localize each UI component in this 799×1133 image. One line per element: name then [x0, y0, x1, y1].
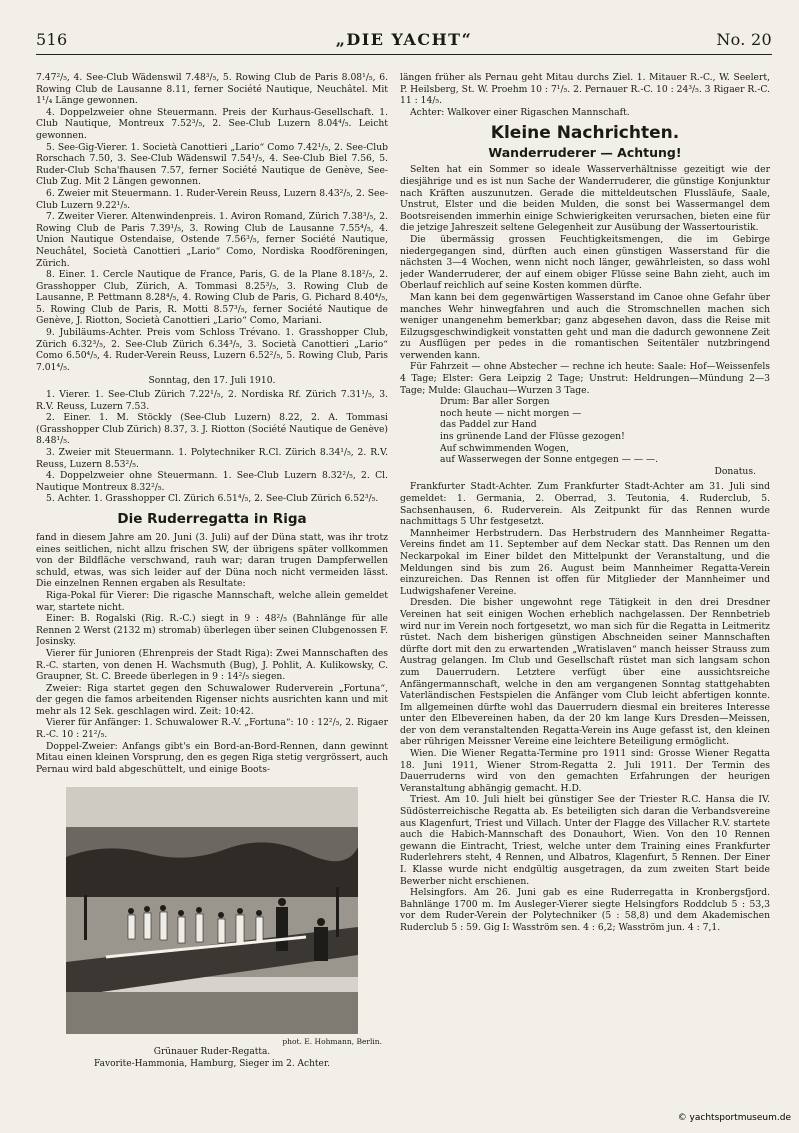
regatta-photo [66, 787, 358, 1034]
results-paragraph: 4. Doppelzweier ohne Steuermann. 1. See-Club Luzern 8.32²/₅, 2. Cl. Nautique Montreux 8.32²/₅. [36, 470, 388, 493]
riga-paragraph: Achter: Walkover einer Rigaschen Mannschaft. [410, 106, 630, 118]
results-paragraph: 1. Vierer. 1. See-Club Zürich 7.22¹/₅, 2. Nordiska Rf. Zürich 7.31¹/₅, 3. R.V. Reuss, Luzern 7.53. [36, 389, 388, 412]
news-item: Dresden. Die bisher ungewohnt rege Tätigkeit in den drei Dresdner Vereinen hat seit einigen Wochen erheblich nachgelassen. Der Rennbetrieb wird nur im Verein noch fortgesetzt, wo man sich für die Regatta in Leitmeritz rüstet. Nach dem bisherigen günstigen Abschneiden seiner Mannschaften dürfte dort mit den zu erwartenden „Wratislaven“ manch heisser Strauss zum Austrag gelangen. Im Club und Gesellschaft rüstet man sich langsam schon zum Dauerrudern. Letztere verfügt über eine aussichtsreiche Anfängermannschaft, welche in den am vergangenen Sonntag stattgehabten Vaterländischen Festspielen die Anfänger vom Club leicht abfertigen konnte. Im allgemeinen dürfte wohl das Dauerrudern diesmal ein breiteres Interesse unter den Elbevereinen haben, da der 20 km lange Kurs Dresden—Meissen, der von dem veranstaltenden Regatta-Verein ins Auge gefasst ist, den kleinen aber rührigen Meissner Vereine eine leichtere Beteiligung ermöglicht. [400, 597, 770, 748]
results-paragraph: 2. Einer. 1. M. Stöckly (See-Club Luzern) 8.22, 2. A. Tommasi (Grasshopper Club Zürich) 8.37, 3. J. Riotton (Société Nautique de Genève) 8.48¹/₅. [36, 412, 388, 447]
right-column [400, 72, 770, 1077]
news-item: Frankfurter Stadt-Achter. Zum Frankfurter Stadt-Achter am 31. Juli sind gemeldet: 1. Germania, 2. Oberrad, 3. Teutonia, 4. Ruderclub, 5. Sachsenhausen, 6. Ruderverein. Als Zeitpunkt für das Rennen wurde nachmittags 5 Uhr festgesetzt. [400, 481, 770, 528]
poem-line: das Paddel zur Hand [440, 419, 537, 431]
results-paragraph: 3. Zweier mit Steuermann. 1. Polytechniker R.Cl. Zürich 8.34¹/₅, 2. R.V. Reuss, Luzern 8.53²/₅. [36, 447, 388, 470]
riga-paragraph: Riga-Pokal für Vierer: Die rigasche Mannschaft, welche allein gemeldet war, startete nicht. [36, 589, 388, 613]
riga-paragraph: Vierer für Anfänger: 1. Schuwalower R.-V. „Fortuna“: 10 : 12²/₅, 2. Rigaer R.-C. 10 : 21²/₅. [36, 717, 388, 741]
poem-signature: Donatus. [714, 465, 756, 477]
article-paragraph: Selten hat ein Sommer so ideale Wasserverhältnisse gezeitigt wie der diesjährige und es ist nun Sache der Wanderruderer, die günstige Konjunktur nach Kräften auszunutzen. Gerade die mitteldeutschen Flussläufe, Saale, Unstrut, Elster und die beiden Mulden, die sonst bei Wassermangel dem Bootsreisenden immerhin einige Schwierigkeiten verursachen, bieten eine für die jetzige Jahreszeit seltene Gelegenheit zur Ausübung der Wassertouristik. [400, 164, 770, 234]
header-rule [36, 54, 772, 55]
results-paragraph: 6. Zweier mit Steuermann. 1. Ruder-Verein Reuss, Luzern 8.43²/₅, 2. See-Club Luzern 9.22¹/₅. [36, 187, 388, 211]
page-number: 516 [36, 30, 68, 49]
poem-line: noch heute — nicht morgen — [440, 407, 582, 419]
results-paragraph: 4. Doppelzweier ohne Steuermann. Preis der Kurhaus-Gesellschaft. 1. Club Nautique, Montreux 7.52³/₅, 2. See-Club Luzern 8.04⁴/₅. Leicht gewonnen. [36, 106, 388, 141]
wanderruderer-heading: Wanderruderer — Achtung! [488, 145, 682, 161]
riga-paragraph: Vierer für Junioren (Ehrenpreis der Stadt Riga): Zwei Mannschaften des R.-C. starten, von denen H. Wachsmuth (Bug), J. Pohlit, A. Kulikowsky, C. Graupner, St. C. Breede überlegen in 9 : 14²/₅ siegen. [36, 647, 388, 683]
article-paragraph: Die übermässig grossen Feuchtigkeitsmengen, die im Gebirge niedergegangen sind, dürften auch einen günstigen Wasserstand für die nächsten 3—4 Wochen, wenn nicht noch länger, gewährleisten, so dass wohl jeder Wanderruderer, der auf einem obiger Flüsse seine Bahn zieht, auch im Oberlauf reichlich auf seine Kosten kommen dürfte. [400, 233, 770, 292]
riga-paragraph: Einer: B. Rogalski (Rig. R.-C.) siegt in 9 : 48²/₅ (Bahnlänge für alle Rennen 2 Werst (2132 m) stromab) überlegen über seinen Clubgenossen F. Josinsky. [36, 613, 388, 648]
riga-paragraph: fand in diesem Jahre am 20. Juni (3. Juli) auf der Düna statt, was ihr trotz eines seitlichen, nicht allzu frischen SW, der übrigens später vollkommen von der Bildfläche verschwand, rauh war; daran trugen Dampferwellen schuld, etwas, was sich leider auf der Düna noch nicht vermeiden lässt. Die einzelnen Rennen ergaben als Resultate: [36, 531, 388, 590]
news-item: Wien. Die Wiener Regatta-Termine pro 1911 sind: Grosse Wiener Regatta 18. Juni 1911, Wiener Strom-Regatta 2. Juli 1911. Der Termin des Dauerruderns wird von den gemachten Erfahrungen der heurigen Veranstaltung abhängig gemacht. H.D. [400, 748, 770, 794]
news-item: Triest. Am 10. Juli hielt bei günstiger See der Triester R.C. Hansa die IV. Südösterreichische Regatta ab. Es beteiligten sich daran die Verbandsvereine aus Klagenfurt, Triest und Villach. Unter der Flagge des Villacher R.V. startete auch die Habich-Mannschaft des Donauhort, Wien. Von den 10 Rennen gewann die Eintracht, Triest, welche unter dem Training eines Frankfurter Ruderlehrers steht, 4 Rennen, und Albatros, Klagenfurt, 5 Rennen. Der Einer I. Klasse wurde nicht endgültig ausgetragen, da zum zweiten Start beide Bewerber nicht erschienen. [400, 794, 770, 887]
page-header [36, 30, 772, 54]
news-item: Mannheimer Herbstrudern. Das Herbstrudern des Mannheimer Regatta-Vereins findet am 11. September auf dem Neckar statt. Das Rennen um den Neckarpokal im Einer bildet den Mittelpunkt der Veranstaltung, und die Meldungen sind bis zum 26. August beim Mannheimer Regatta-Verein einzureichen. Das Rennen ist offen für Mitglieder der Mannheimer und Ludwigshafener Vereine. [400, 527, 770, 597]
results-paragraph: 5. Achter. 1. Grasshopper Cl. Zürich 6.51⁴/₅, 2. See-Club Zürich 6.52³/₅. [46, 493, 379, 505]
photo-caption: Grünauer Ruder-Regatta. [153, 1047, 271, 1058]
magazine-title: „DIE YACHT“ [335, 30, 473, 49]
results-paragraph: 8. Einer. 1. Cercle Nautique de France, Paris, G. de la Plane 8.18²/₅, 2. Grasshopper Club, Zürich, A. Tommasi 8.25³/₅, 3. Rowing Club de Lausanne, P. Pettmann 8.28⁴/₅, 4. Rowing Club de Paris, G. Pichard 8.40⁴/₅, 5. Rowing Club de Paris, R. Motti 8.57³/₅, ferner Société Nautique de Genève, J. Riotton, Società Canottieri „Lario“ Como, Mariani. [36, 269, 388, 327]
article-paragraph: Man kann bei dem gegenwärtigen Wasserstand im Canoe ohne Gefahr über manches Wehr hinwegfahren und auch die Stromschnellen machen sich weniger unangenehm bemerkbar; ganz abgesehen davon, dass die Reise mit Eilzugsgeschwindigkeit vonstatten geht und man die dadurch gewonnene Zeit zu Ausflügen per pedes in die romantischen Seitentäler nutzbringend verwenden kann. [400, 291, 770, 361]
poem-line: Drum: Bar aller Sorgen [440, 396, 550, 408]
left-column [36, 72, 388, 1072]
poem-line: auf Wasserwegen der Sonne entgegen — — —. [440, 454, 659, 466]
results-paragraph: 7.47²/₅, 4. See-Club Wädenswil 7.48³/₅, 5. Rowing Club de Paris 8.08¹/₅, 6. Rowing Club de Lausanne 8.11, ferner Société Nautique, Neuchâtel. Mit 1¹/₄ Länge gewonnen. [36, 72, 388, 107]
riga-paragraph: längen früher als Pernau geht Mitau durchs Ziel. 1. Mitauer R.-C., W. Seelert, P. Heilsberg, St. W. Proehm 10 : 7¹/₅. 2. Pernauer R.-C. 10 : 24³/₅. 3 Rigaer R.-C. 11 : 14/₅. [400, 72, 770, 107]
watermark: © yachtsportmuseum.de [677, 1113, 791, 1123]
riga-heading: Die Ruderregatta in Riga [117, 510, 307, 527]
article-paragraph: Für Fahrzeit — ohne Abstecher — rechne ich heute: Saale: Hof—Weissenfels 4 Tage; Elster: Gera Leipzig 2 Tage; Unstrut: Heldrungen—Mündung 2—3 Tage; Mulde: Glauchau—Wurzen 3 Tage. [400, 361, 770, 396]
news-item: Helsingfors. Am 26. Juni gab es eine Ruderregatta in Kronbergsfjord. Bahnlänge 1700 m. Im Ausleger-Vierer siegte Helsingfors Roddclub 5 : 53,3 vor dem Ruder-Verein der Polytechniker (5 : 58,8) und dem Akademischen Ruderclub 5 : 59. Gig I: Wasström sen. 4 : 6,2; Wasström jun. 4 : 7,1. [400, 887, 770, 933]
results-paragraph: 9. Jubiläums-Achter. Preis vom Schloss Trévano. 1. Grasshopper Club, Zürich 6.32³/₅, 2. See-Club Zürich 6.34³/₅, 3. Società Canottieri „Lario“ Como 6.50⁴/₅, 4. Ruder-Verein Reuss, Luzern 6.52²/₅, 5. Rowing Club, Paris 7.01⁴/₅. [36, 327, 388, 373]
results-paragraph: 7. Zweiter Vierer. Altenwindenpreis. 1. Aviron Romand, Zürich 7.38³/₅, 2. Rowing Club de Paris 7.39¹/₅, 3. Rowing Club de Lausanne 7.55⁴/₅, 4. Union Nautique Ostendaise, Ostende 7.56³/₅, ferner Société Nautique, Neuchâtel, Società Canottieri „Lario“ Como, Nordiska Roodföreningen, Zürich. [36, 211, 388, 269]
issue-number: No. 20 [716, 30, 772, 49]
kleine-nachrichten-heading: Kleine Nachrichten. [490, 123, 680, 144]
riga-paragraph: Doppel-Zweier: Anfangs gibt's ein Bord-an-Bord-Rennen, dann gewinnt Mitau einen kleinen Vorsprung, den es gegen Riga stetig vergrössert, auch Pernau wird bald abgeschüttelt, und einige Boots- [36, 740, 388, 775]
photo-credit: phot. E. Hohmann, Berlin. [282, 1037, 382, 1047]
riga-paragraph: Zweier: Riga startet gegen den Schuwalower Ruderverein „Fortuna“, der gegen die famos arbeitenden Rigenser nichts ausrichten kann und mit mehr als 12 Sek. geschlagen wird. Zeit: 10:42. [36, 682, 388, 717]
poem-line: Auf schwimmenden Wogen, [440, 442, 569, 454]
photo-caption: Favorite-Hammonia, Hamburg, Sieger im 2. Achter. [93, 1058, 331, 1069]
race-date: Sonntag, den 17. Juli 1910. [148, 375, 276, 387]
poem-line: ins grünende Land der Flüsse gezogen! [440, 431, 625, 443]
poem [440, 396, 770, 477]
results-paragraph: 5. See-Gig-Vierer. 1. Società Canottieri „Lario“ Como 7.42¹/₅, 2. See-Club Rorschach 7.50, 3. See-Club Wädenswil 7.54¹/₅, 4. See-Club Biel 7.56, 5. Ruder-Club Scha'fhausen 7.57, ferner Société Nautique de Genève, See-Club Zug. Mit 2 Längen gewonnen. [36, 141, 388, 188]
